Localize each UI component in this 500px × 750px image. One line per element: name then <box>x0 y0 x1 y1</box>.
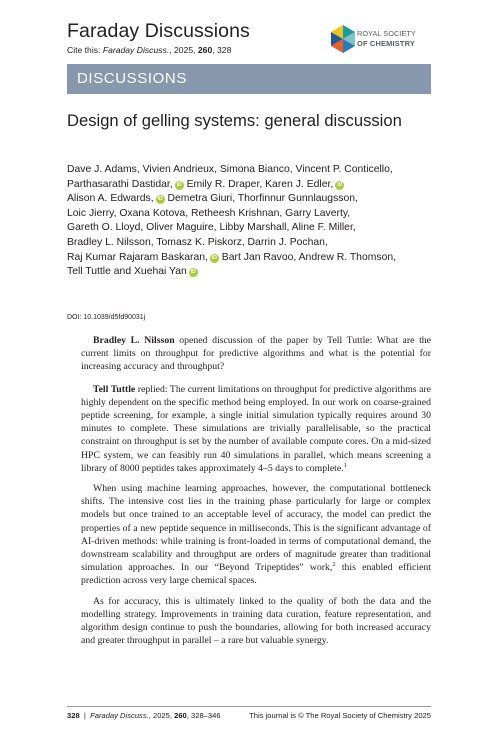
footer-volume: 260 <box>174 711 187 720</box>
cite-volume: 260 <box>197 45 213 55</box>
paragraph-text: replied: The current limitations on throughput for predictive algorithms are highly dependent on the specific method being employed. In our work on coarse-grained peptide screening, for example, a single initial simulation typically requires around 30 minutes to complete. These simulations are trivially parallelisable, so the practical constraint on throughput is set by the number of available compute cores. On a mid-sized HPC system, we can feasibly run 40 simulations in parallel, which means screening a library of 8000 peptides takes approximately 4–5 days to complete. <box>81 383 431 474</box>
citation-line <box>67 45 231 55</box>
author-line: Demetra Giuri, Thorfinnur Gunnlaugsson, <box>164 193 358 205</box>
author-line: Parthasarathi Dastidar, <box>67 178 173 190</box>
rsc-logo-icon <box>328 24 358 58</box>
footer-journal: Faraday Discuss. <box>90 711 149 720</box>
publisher-line2: OF CHEMISTRY <box>357 38 415 48</box>
author-list <box>67 163 437 280</box>
publisher-name <box>357 29 416 48</box>
paragraph <box>81 383 431 475</box>
orcid-icon[interactable]: iD <box>337 181 343 188</box>
author-line: Loic Jierry, Oxana Kotova, Retheesh Krishnan, Garry Laverty, <box>67 207 351 219</box>
page-number: 328 <box>67 711 80 720</box>
paragraph-text: opened discussion of the paper by Tell Tuttle: What are the current limits on throughput for predictive algorithms and what is the potential for increasing accuracy and throughput? <box>81 335 431 373</box>
orcid-icon[interactable]: iD <box>176 181 182 188</box>
paragraph-text: When using machine learning approaches, however, the computational bottleneck shifts. The intensive cost lies in the training phase particularly for large or complex models but once trained to an acceptable level of accuracy, the model can predict the properties of a new peptide sequence in milliseconds. This is the significant advantage of AI-driven methods: while training is front-loaded in terms of computational demand, the downstream scalability and throughput are orders of magnitude greater than traditional simulation approaches. In our “Beyond Tripeptides” work, <box>81 483 431 574</box>
section-label: DISCUSSIONS <box>77 70 187 87</box>
paragraph <box>81 595 431 648</box>
author-line: Raj Kumar Rajaram Baskaran, <box>67 251 208 263</box>
speaker-name: Tell Tuttle <box>93 383 136 395</box>
paragraph-text: As for accuracy, this is ultimately linked to the quality of both the data and the modelling strategy. Improvements in training data curation, feature representation, and algorithm design continue to push the boundaries, allowing for both increased accuracy and greater throughput in parallel – a rare but valuable synergy. <box>81 595 431 647</box>
author-line: Bart Jan Ravoo, Andrew R. Thomson, <box>218 251 397 263</box>
paragraph <box>81 482 431 588</box>
publisher-line1: ROYAL SOCIETY <box>357 29 416 38</box>
cite-year: , 2025, <box>169 45 198 55</box>
author-line: Bradley L. Nilsson, Tomasz K. Piskorz, Darrin J. Pochan, <box>67 236 328 248</box>
author-line: Emily R. Draper, Karen J. Edler, <box>183 178 334 190</box>
speaker-name: Bradley L. Nilsson <box>93 335 175 346</box>
orcid-icon[interactable]: iD <box>157 196 163 203</box>
author-line: Tell Tuttle and Xuehai Yan <box>67 266 187 278</box>
cite-page: , 328 <box>212 45 232 55</box>
section-banner <box>67 64 431 94</box>
article-body <box>81 334 431 656</box>
footer-pages: , 328–346 <box>186 711 221 720</box>
reference-link[interactable]: 1 <box>343 461 347 469</box>
footer-separator: | <box>79 711 91 720</box>
author-line: Dave J. Adams, Vivien Andrieux, Simona Bianco, Vincent P. Conticello, <box>67 164 393 175</box>
author-line: Alison A. Edwards, <box>67 193 154 205</box>
article-title: Design of gelling systems: general discussion <box>67 111 402 130</box>
cite-prefix: Cite this: <box>67 45 103 55</box>
author-line: Gareth O. Lloyd, Oliver Maguire, Libby Marshall, Aline F. Miller, <box>67 222 356 234</box>
doi-link[interactable]: DOI: 10.1039/d5fd90031j <box>67 314 146 321</box>
cite-journal: Faraday Discuss. <box>102 45 170 55</box>
reference-link[interactable]: 2 <box>332 561 336 568</box>
orcid-icon[interactable]: iD <box>211 254 217 261</box>
orcid-icon[interactable]: iD <box>190 269 196 276</box>
footer-year: , 2025, <box>148 711 175 720</box>
journal-title: Faraday Discussions <box>67 20 250 42</box>
footer-divider <box>67 706 431 707</box>
paragraph <box>81 334 431 374</box>
paragraph-text: this enabled efficient prediction across very large chemical spaces. <box>81 562 431 587</box>
copyright-notice: This journal is © The Royal Society of Chemistry 2025 <box>249 711 431 720</box>
page-footer <box>67 711 431 720</box>
